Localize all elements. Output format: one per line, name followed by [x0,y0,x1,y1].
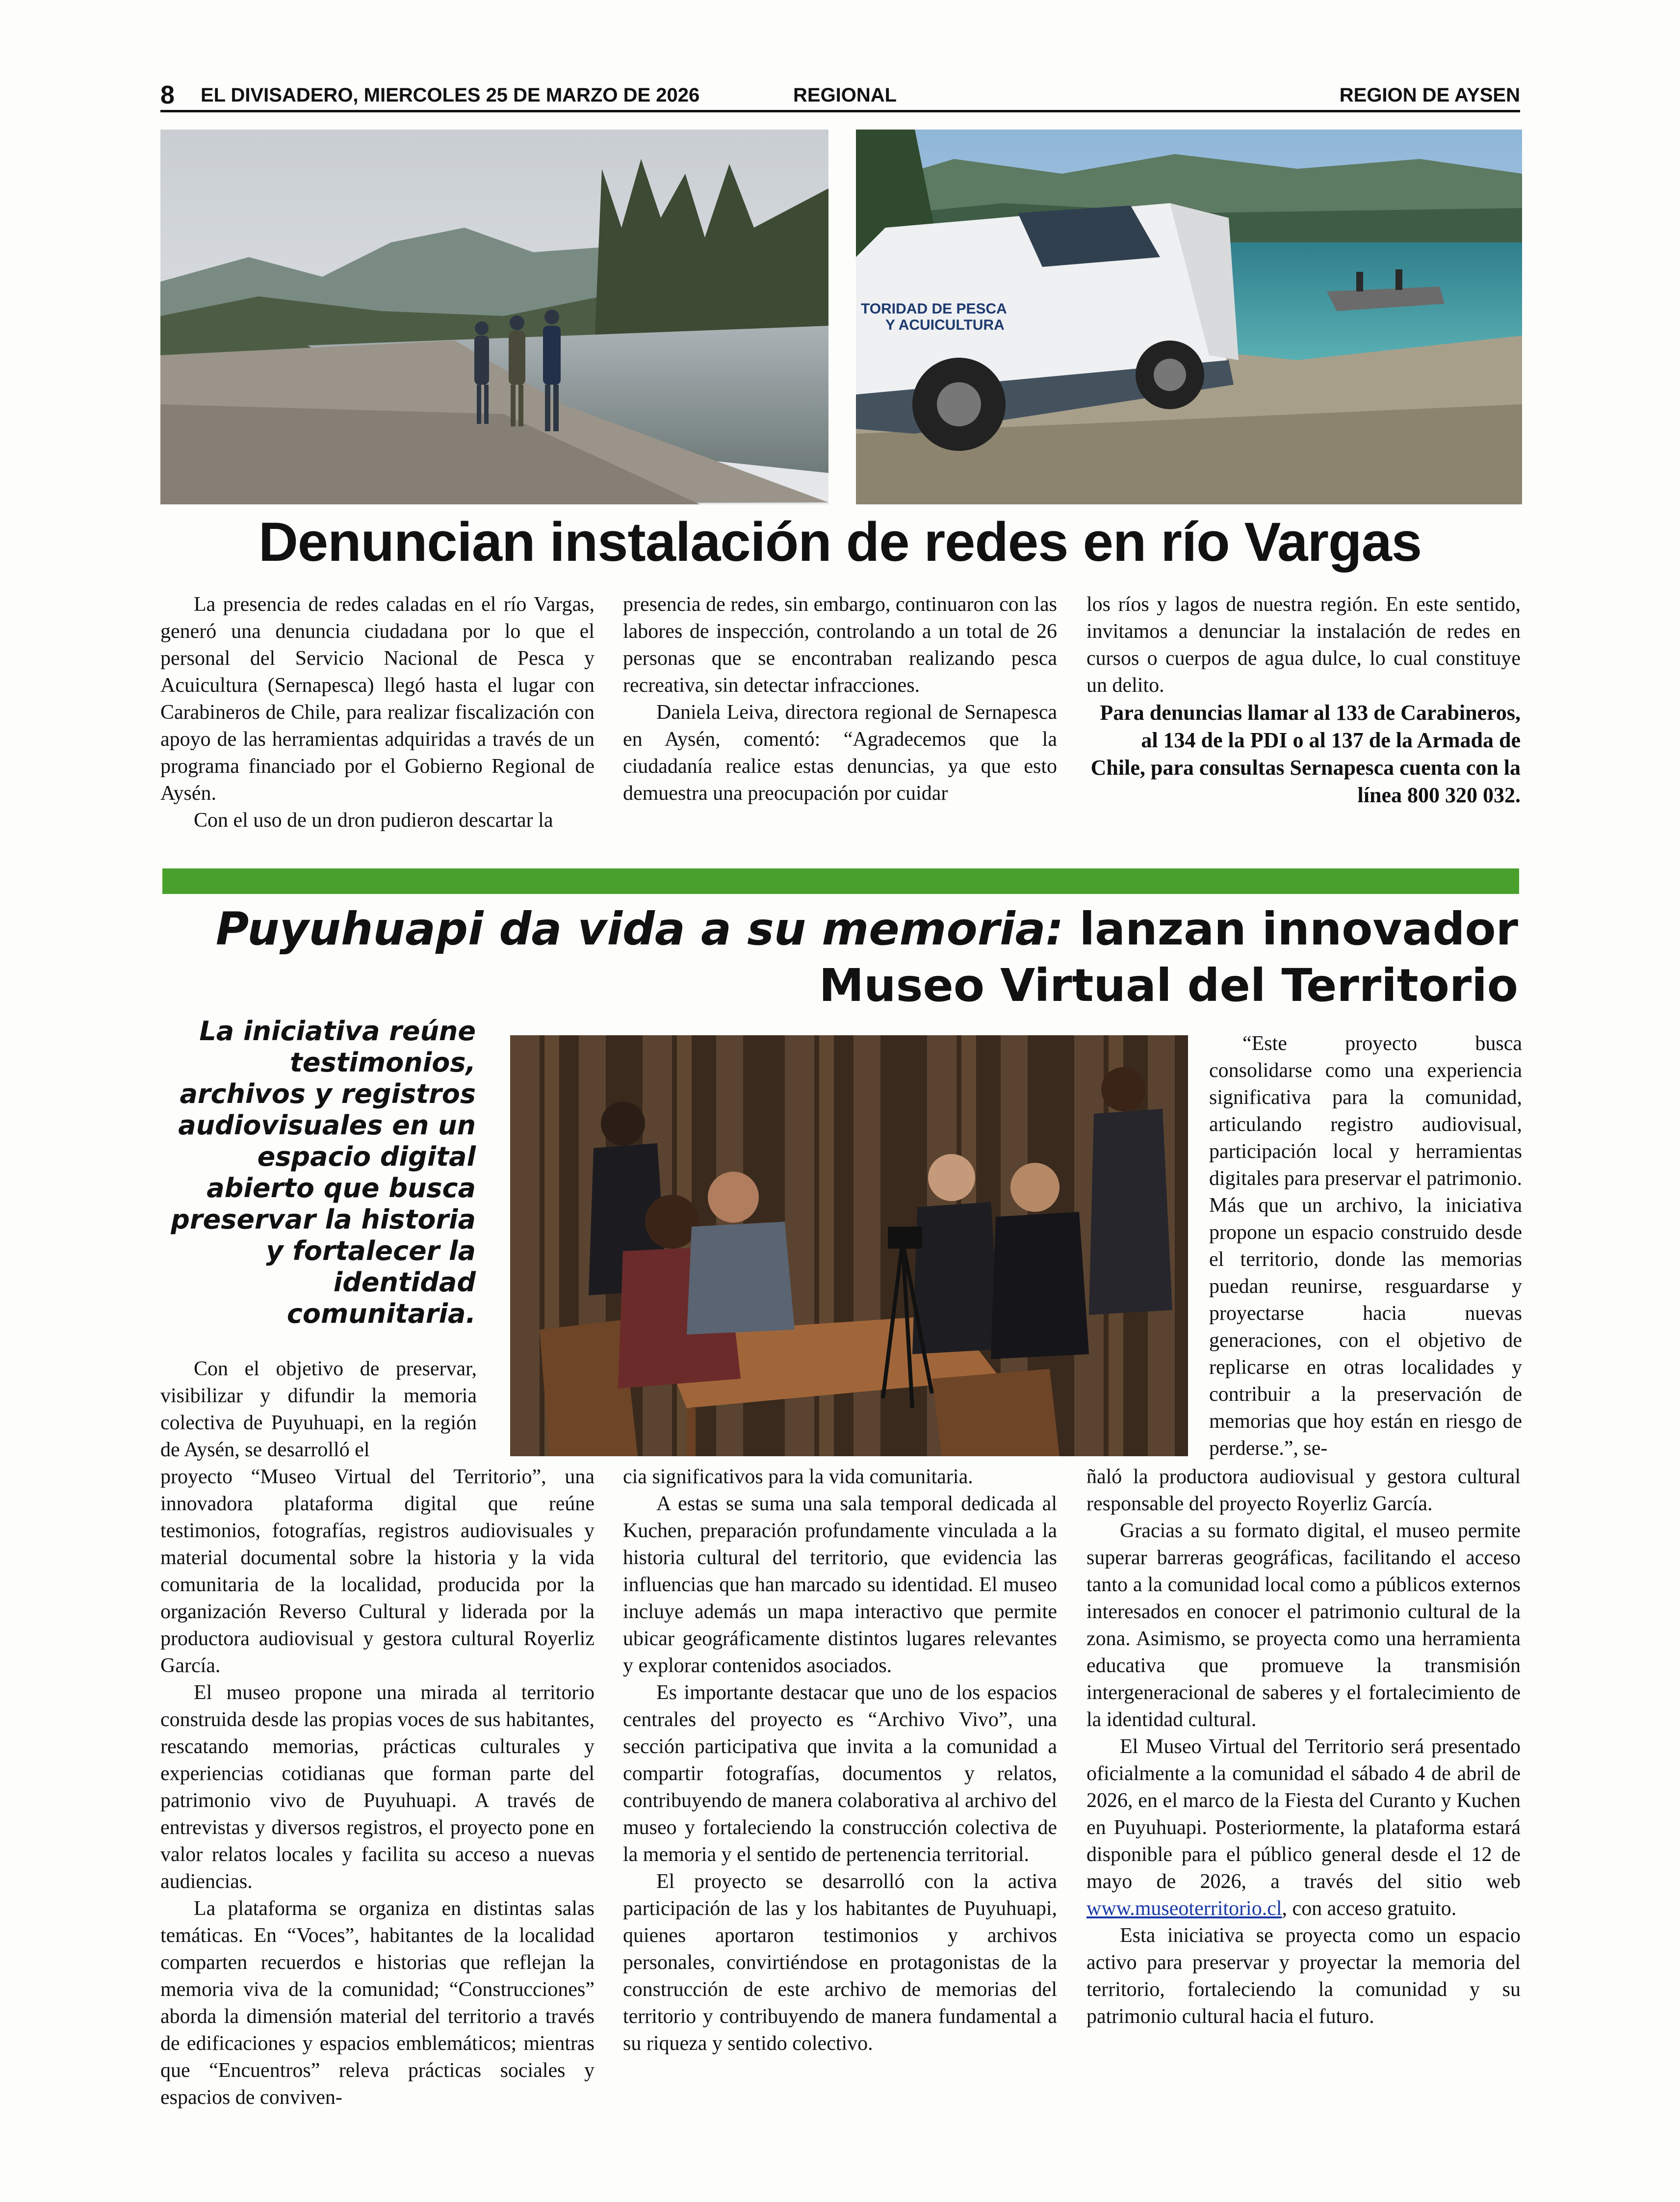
article2-column-2 [623,1464,1057,2057]
article2-col2-p1: cia significativos para la vida comunitaria. [623,1466,973,1488]
article1-col2-p2: Daniela Leiva, directora regional de Sernapesca en Aysén, comentó: “Agradecemos que la ciudadanía realice estas denuncias, ya que esto demuestra una preocupación por cuidar [623,701,1057,805]
article2-column-1 [160,1464,594,2111]
article2-deck: La iniciativa reúne testimonios, archivos y registros audiovisuales en un espacio digital abierto que busca preservar la historia y fortalecer la identidad comunitaria. [171,1016,476,1329]
article1-hotline-note: Para denuncias llamar al 133 de Carabineros, al 134 de la PDI o al 137 de la Armada de Chile, para consultas Sernapesca cuenta con la línea 800 320 032. [1090,701,1521,807]
article2-title-line2: Museo Virtual del Territorio [819,959,1518,1012]
article2-col1-p3: La plataforma se organiza en distintas salas temáticas. En “Voces”, habitantes de la localidad comparten recuerdos e historias que reflejan la memoria viva de la comunidad; “Construcciones” aborda la dimensión material del territorio a través de edificaciones y espacios emblemáticos; mientras que “Encuentros” releva prácticas sociales y espacios de conviven- [160,1897,594,2109]
article2-intro-text: Con el objetivo de preservar, visibilizar y difundir la memoria colectiva de Puyuhuapi, en la región de Aysén, se desarrolló el [160,1358,477,1461]
museum-website-link[interactable]: www.museoterritorio.cl [1086,1897,1282,1920]
article1-column-3 [1086,591,1521,809]
article2-col3-p1: ñaló la productora audiovisual y gestora cultural responsable del proyecto Royerliz García. [1086,1466,1521,1515]
article2-col2-p2: A estas se suma una sala temporal dedicada al Kuchen, preparación profundamente vinculada a la historia cultural del territorio, que evidencia las influencias que han marcado su identidad. El museo incluye además un mapa interactivo que permite ubicar geográficamente distintos lugares relevantes y explorar contenidos asociados. [623,1493,1057,1677]
article2-col3-p4: Esta iniciativa se proyecta como un espacio activo para preservar y proyectar la memoria del territorio, fortaleciendo la comunidad y su patrimonio cultural hacia el futuro. [1086,1924,1521,2028]
article1-col3-text: los ríos y lagos de nuestra región. En este sentido, invitamos a denunciar la instalación de redes en cursos o cuerpos de agua dulce, lo cual constituye un delito. [1086,593,1521,697]
article2-column-3 [1086,1464,1521,2030]
article1-col1-p2: Con el uso de un dron pudieron descartar la [194,809,553,832]
publication-date: EL DIVISADERO, MIERCOLES 25 DE MARZO DE 2026 [201,84,700,106]
region-label: REGION DE AYSEN [1339,84,1520,106]
article2-intro [160,1356,477,1464]
article2-quote [1209,1030,1522,1462]
page-header [160,82,1520,112]
article1-column-2 [623,591,1057,807]
river-inspection-photo [160,130,828,504]
article2-col1-p2: El museo propone una mirada al territorio construida desde las propias voces de sus habitantes, rescatando memorias, prácticas culturales y experiencias cotidianas que forman parte del patrimonio vivo de Puyuhuapi. A través de entrevistas y diversos registros, el proyecto pone en valor relatos locales y facilita su acceso a nuevas audiencias. [160,1681,594,1893]
article2-col3-p3-after: , con acceso gratuito. [1282,1897,1457,1920]
article2-col1-p1: proyecto “Museo Virtual del Territorio”, una innovadora plataforma digital que reúne testimonios, fotografías, registros audiovisuales y material documental sobre la historia y la vida comunitaria de la localidad, producida por la organización Reverso Cultural y liderada por la productora audiovisual y gestora cultural Royerliz García. [160,1466,594,1677]
museum-team-photo [510,1035,1188,1456]
article2-title-line1 [216,903,1518,955]
article1-col1-p1: La presencia de redes caladas en el río Vargas, generó una denuncia ciudadana por lo que el personal del Servicio Nacional de Pesca y Acuicultura (Sernapesca) llegó hasta el lugar con Carabineros de Chile, para realizar fiscalización con apoyo de las herramientas adquiridas a través de un programa financiado por el Gobierno Regional de Aysén. [160,593,594,805]
truck-text-1: TORIDAD DE PESCA [861,301,1007,317]
article2-title-italic: Puyuhuapi da vida a su memoria: [215,903,1064,955]
article2-quote-text: “Este proyecto busca consolidarse como una experiencia significativa para la comunidad, articulando registro audiovisual, participación local y herramientas digitales para preservar el patrimonio. Más que un archivo, la iniciativa propone un espacio construido desde el territorio, donde las memorias puedan reunirse, resguardarse y proyectarse hacia nuevas generaciones, con el objetivo de replicarse en otras localidades y contribuir a la preservación de memorias que hoy están en riesgo de perderse.”, se- [1209,1032,1522,1460]
article2-title-rest: lanzan innovador [1063,903,1518,955]
article2-col3-p3 [1086,1733,1521,1922]
truck-text-2: Y ACUICULTURA [885,317,1005,333]
article2-col3-p2: Gracias a su formato digital, el museo permite superar barreras geográficas, facilitando el acceso tanto a la comunidad local como a públicos externos interesados en conocer el patrimonio cultural de la zona. Asimismo, se proyecta como una herramienta educativa que promueve la transmisión intergeneracional de saberes y el fortalecimiento de la identidad cultural. [1086,1520,1521,1731]
page-number: 8 [160,81,175,109]
section-label: REGIONAL [793,84,897,106]
article2-col3-p3-before: El Museo Virtual del Territorio será presentado oficialmente a la comunidad el sábado 4 de abril de 2026, en el marco de la Fiesta del Curanto y Kuchen en Puyuhuapi. Posteriormente, la plataforma estará disponible para el público general desde el 12 de mayo de 2026, a través del sitio web [1086,1735,1521,1893]
article1-col2-p1: presencia de redes, sin embargo, continuaron con las labores de inspección, controlando a un total de 26 personas que se encontraban realizando pesca recreativa, sin detectar infracciones. [623,593,1057,697]
article1-column-1 [160,591,594,834]
section-divider [162,868,1519,894]
article2-col2-p3: Es importante destacar que uno de los espacios centrales del proyecto es “Archivo Vivo”, una sección participativa que invita a la comunidad a compartir fotografías, documentos y relatos, contribuyendo de manera colaborativa al archivo del museo y fortaleciendo la construcción colectiva de la memoria y el sentido de pertenencia territorial. [623,1681,1057,1866]
article1-title: Denuncian instalación de redes en río Vargas [258,511,1422,573]
article2-col2-p4: El proyecto se desarrolló con la activa participación de las y los habitantes de Puyuhuapi, quienes aportaron testimonios y archivos personales, convirtiéndose en protagonistas de la construcción de este archivo de memorias del territorio y contribuyendo de manera fundamental a su riqueza y sentido colectivo. [623,1870,1057,2055]
fisheries-truck-photo [856,130,1522,504]
